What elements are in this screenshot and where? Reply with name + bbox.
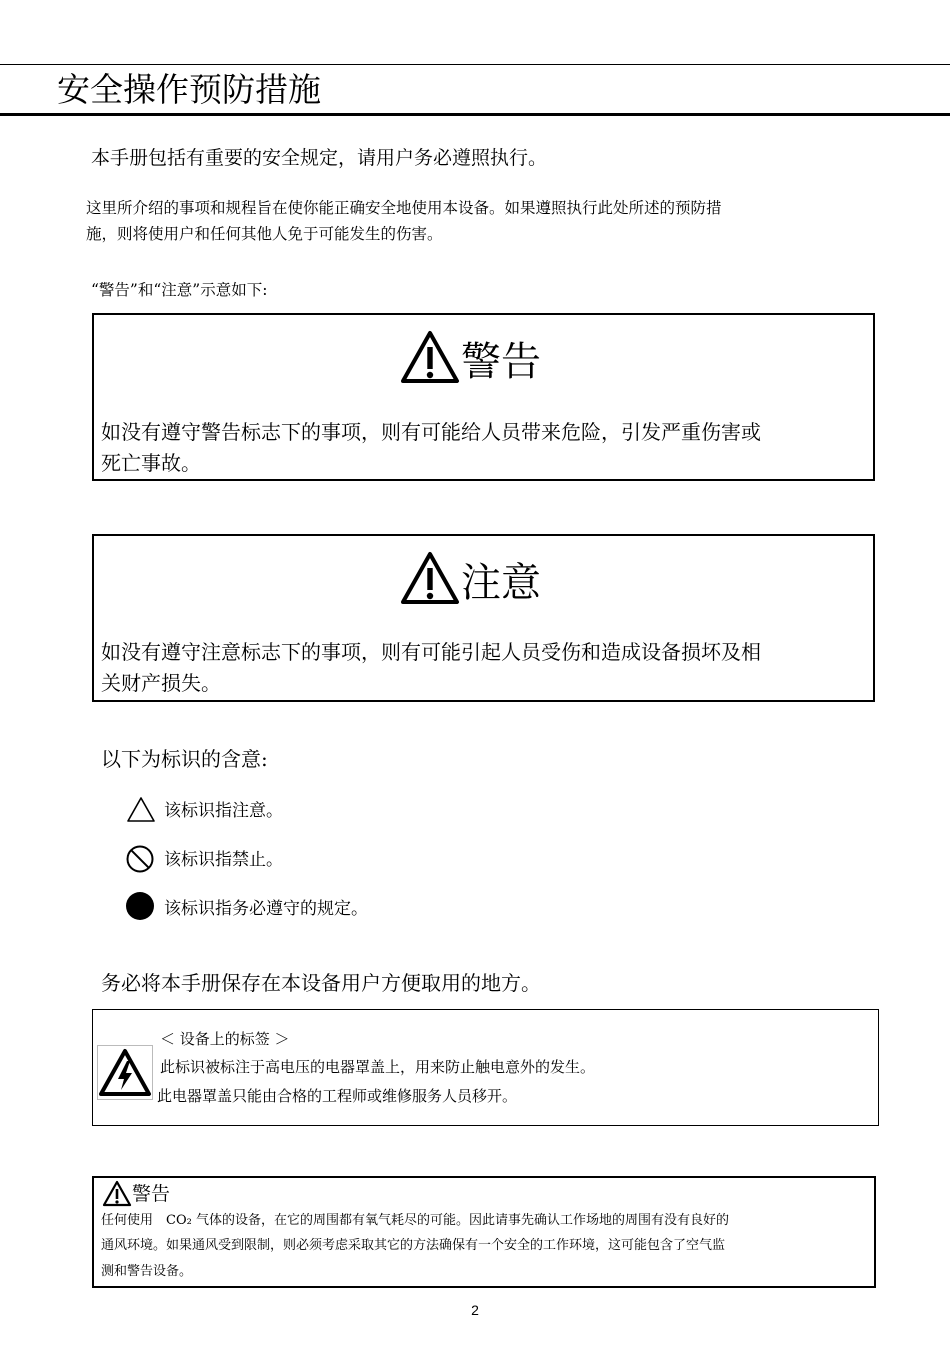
- top-rule: [0, 64, 950, 65]
- mandatory-circle-icon: [125, 891, 155, 921]
- description-line-2: 施，则将使用户和任何其他人免于可能发生的伤害。: [86, 225, 443, 243]
- warning-text-line-1: 如没有遵守警告标志下的事项，则有可能给人员带来危险，引发严重伤害或: [101, 420, 761, 444]
- prohibition-icon: [125, 844, 155, 874]
- high-voltage-icon: [97, 1045, 153, 1100]
- description-line-1: 这里所介绍的事项和规程旨在使你能正确安全地使用本设备。如果遵照执行此处所述的预防措: [86, 199, 722, 217]
- warning-triangle-icon: [400, 330, 460, 384]
- caution-triangle-icon: [400, 551, 460, 605]
- symbol-caution-text: 该标识指注意。: [164, 801, 283, 821]
- co2-warning-line-1: 任何使用 CO₂ 气体的设备，在它的周围都有氧气耗尽的可能。因此请事先确认工作场地的周围有没有良好的: [101, 1213, 729, 1228]
- caution-triangle-icon: [126, 796, 156, 823]
- title-underline: [0, 113, 950, 116]
- symbol-mandatory-text: 该标识指务必遵守的规定。: [164, 899, 368, 919]
- keep-manual-text: 务必将本手册保存在本设备用户方便取用的地方。: [101, 971, 541, 995]
- signal-intro: “警告”和“注意”示意如下:: [91, 281, 268, 299]
- label-box-line-1: 此标识被标注于高电压的电器罩盖上，用来防止触电意外的发生。: [160, 1058, 596, 1076]
- symbol-prohibition-text: 该标识指禁止。: [164, 850, 283, 870]
- page-title: 安全操作预防措施: [57, 70, 321, 109]
- label-box-heading: ＜ 设备上的标签 ＞: [160, 1030, 290, 1048]
- intro-text: 本手册包括有重要的安全规定，请用户务必遵照执行。: [91, 147, 548, 169]
- caution-text-line-1: 如没有遵守注意标志下的事项，则有可能引起人员受伤和造成设备损坏及相: [101, 640, 761, 664]
- co2-warning-heading: 警告: [132, 1183, 171, 1205]
- caution-text-line-2: 关财产损失。: [101, 671, 221, 695]
- page-number: 2: [471, 1302, 479, 1318]
- warning-heading: 警告: [461, 339, 541, 385]
- co2-warning-line-2: 通风环境。如果通风受到限制，则必须考虑采取其它的方法确保有一个安全的工作环境，这可能包含了空气监: [101, 1238, 726, 1253]
- warning-text-line-2: 死亡事故。: [101, 451, 201, 475]
- warning-triangle-icon: [102, 1180, 132, 1207]
- co2-warning-line-3: 测和警告设备。: [101, 1264, 193, 1279]
- symbols-intro: 以下为标识的含意:: [101, 747, 268, 771]
- label-box-line-2: 此电器罩盖只能由合格的工程师或维修服务人员移开。: [157, 1087, 518, 1105]
- co2-warning-box: [92, 1176, 876, 1288]
- caution-heading: 注意: [461, 560, 541, 606]
